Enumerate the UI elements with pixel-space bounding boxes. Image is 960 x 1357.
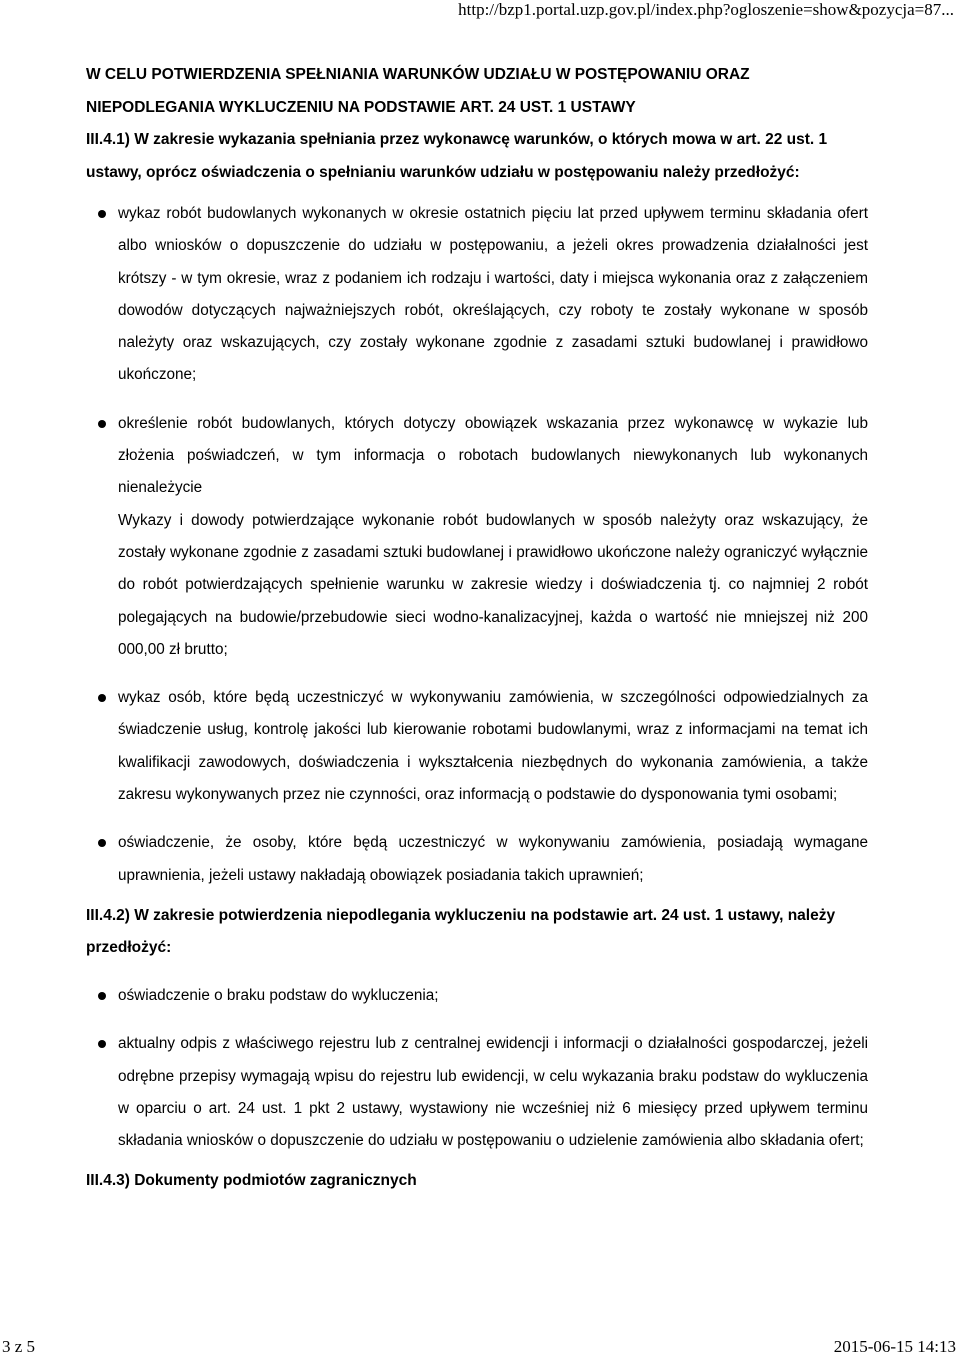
bullet-icon xyxy=(98,694,106,702)
bullet-icon xyxy=(98,210,106,218)
list-item xyxy=(86,198,868,392)
list-item xyxy=(86,827,868,892)
section-4-3-heading: III.4.3) Dokumenty podmiotów zagranicznych xyxy=(86,1172,417,1190)
list-item-text: oświadczenie, że osoby, które będą uczestniczyć w wykonywaniu zamówienia, posiadają wymagane uprawnienia, jeżeli ustawy nakładają obowiązek posiadania takich uprawnień; xyxy=(118,834,868,884)
bullet-icon xyxy=(98,839,106,847)
section-4-1-heading: III.4.1) W zakresie wykazania spełniania przez wykonawcę warunków, o których mowa w art. 22 ust. 1 ustawy, oprócz oświadczenia o spełnianiu warunków udziału w postępowaniu należy przedłożyć: xyxy=(86,131,828,181)
section-title: W CELU POTWIERDZENIA SPEŁNIANIA WARUNKÓW UDZIAŁU W POSTĘPOWANIU ORAZ NIEPODLEGANIA WYKLUCZENIU NA PODSTAWIE ART. 24 UST. 1 USTAWY xyxy=(86,66,750,116)
list-item-extra-text: Wykazy i dowody potwierdzające wykonanie robót budowlanych w sposób należyty oraz wskazujący, że zostały wykonane zgodnie z zasadami sztuki budowlanej i prawidłowo ukończone należy ograniczyć wyłącznie do robót potwierdzających spełnienie warunku w zakresie wiedzy i doświadczenia tj. co najmniej 2 robót polegających na budowie/przebudowie sieci wodno-kanalizacyjnej, każda o wartość nie mniejszej niż 200 000,00 zł brutto; xyxy=(118,511,868,658)
print-footer-datetime: 2015-06-15 14:13 xyxy=(833,1337,956,1356)
list-item-text: wykaz robót budowlanych wykonanych w okresie ostatnich pięciu lat przed upływem terminu składania ofert albo wniosków o dopuszczenie do udziału w postępowaniu, a jeżeli okres prowadzenia działalności jest krótszy - w tym okresie, wraz z podaniem ich rodzaju i wartości, daty i miejsca wykonania oraz z załączeniem dowodów dotyczących najważniejszych robót, określających, czy roboty te zostały wykonane w sposób należyty oraz wskazujących, czy zostały wykonane zgodnie z zasadami sztuki budowlanej i prawidłowo ukończone; xyxy=(118,205,868,384)
list-item-text: oświadczenie o braku podstaw do wykluczenia; xyxy=(118,986,439,1004)
section-4-2-heading: III.4.2) W zakresie potwierdzenia niepodlegania wykluczeniu na podstawie art. 24 ust. 1 ustawy, należy przedłożyć: xyxy=(86,906,836,957)
section-4-2-list xyxy=(86,980,868,1157)
list-item-text: wykaz osób, które będą uczestniczyć w wykonywaniu zamówienia, w szczególności odpowiedzialnych za świadczenie usług, kontrolę jakości lub kierowanie robotami budowlanymi, wraz z informacjami na temat ich kwalifikacji zawodowych, doświadczenia i wykształcenia niezbędnych do wykonania zamówienia, a także zakresu wykonywanych przez nie czynności, oraz informacją o podstawie do dysponowania tymi osobami; xyxy=(118,689,868,804)
bullet-icon xyxy=(98,992,106,1000)
list-item xyxy=(86,682,868,811)
section-4-1-list xyxy=(86,198,868,892)
print-footer-page: 3 z 5 xyxy=(2,1337,36,1356)
document-content xyxy=(86,59,868,1198)
list-item-text: określenie robót budowlanych, których dotyczy obowiązek wskazania przez wykonawcę w wykazie lub złożenia poświadczeń, w tym informacja o robotach budowlanych niewykonanych lub wykonanych nienależycie xyxy=(118,414,868,497)
list-item-text: aktualny odpis z właściwego rejestru lub z centralnej ewidencji i informacji o działalności gospodarczej, jeżeli odrębne przepisy wymagają wpisu do rejestru lub ewidencji, w celu wykazania braku podstaw do wykluczenia w oparciu o art. 24 ust. 1 pkt 2 ustawy, wystawiony nie wcześniej niż 6 miesięcy przed upływem terminu składania wniosków o dopuszczenie do udziału w postępowaniu o udzielenie zamówienia albo składania ofert; xyxy=(118,1035,868,1150)
print-header-url: http://bzp1.portal.uzp.gov.pl/index.php?ogloszenie=show&pozycja=87... xyxy=(458,0,954,19)
bullet-icon xyxy=(98,1040,106,1048)
list-item xyxy=(86,1028,868,1157)
list-item xyxy=(86,408,868,666)
list-item xyxy=(86,980,868,1012)
bullet-icon xyxy=(98,420,106,428)
